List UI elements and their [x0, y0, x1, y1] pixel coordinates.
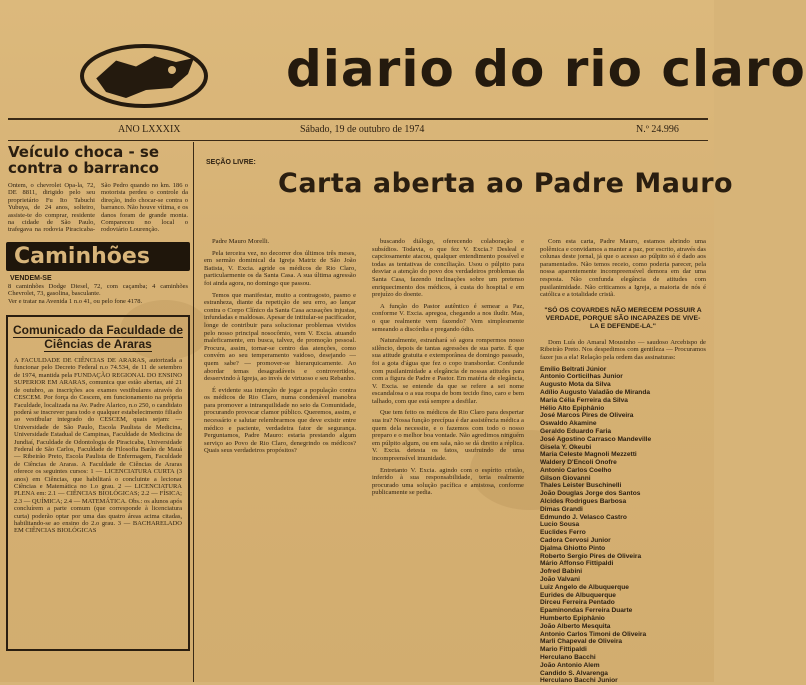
- article-headline: Carta aberta ao Padre Mauro: [278, 168, 734, 199]
- signature-name: Gilson Giovanni: [540, 474, 591, 482]
- column-divider: [193, 142, 194, 682]
- signature-name: Gisela Y. Okeubi: [540, 443, 592, 451]
- signature-name: Augusto Mota da Silva: [540, 381, 611, 389]
- article-column-3: [540, 238, 706, 685]
- signature-name: Jofred Babini: [540, 568, 583, 576]
- signature-name: Maria Célia Ferreira da Silva: [540, 396, 628, 404]
- signature-name: Mário Affonso Fittipaldi: [540, 560, 614, 568]
- signature-name: Waldery D'Encoli Onofre: [540, 459, 617, 467]
- notice-box: [6, 315, 190, 651]
- signature-name: Hélio Alto Epiphânio: [540, 404, 605, 412]
- signature-name: Herculano Bacchi: [540, 654, 596, 662]
- paragraph: Com esta carta, Padre Mauro, estamos abrindo uma polêmica e convidamos a manter a paz, por escrito, através das colunas deste jornal, já que o acesso ao púlpito só é dado aos paramentados. Não temos receio, como poderia parecer, pela nossa aparentemente incompreensível demora em dar uma resposta. Não confunda elegância de atitudes com pusilanimidade. Não criticamos a Igreja, a maioria de nós é católica e a totalidade cristã.: [540, 238, 706, 299]
- signature-name: José Agostino Carrasco Mandeville: [540, 435, 652, 443]
- masthead-rule-top: [8, 118, 708, 120]
- issue-date: Sábado, 19 de outubro de 1974: [300, 124, 425, 135]
- signature-name: Candido S. Alvarenga: [540, 669, 608, 677]
- paragraph: buscando diálogo, oferecendo colaboração e subsídios. Todavia, o que fez V. Excia.? Desleal e capciosamente atacou, qualquer entendimento possível e todas as tentativas de conciliação. Usou o púlpito para desviar a atenção do povo dos verdadeiros problemas da Santa Casa, fazendo inclinações sobre um pretenso enriquecimento dos médicos, à custa do hospital e em prejuízo do doente.: [372, 238, 524, 299]
- signature-list: [540, 366, 706, 685]
- paragraph: Padre Mauro Morelli.: [212, 238, 270, 245]
- story1-body: Ontem, o chevrolet Opa-la, 72, DE 8811, dirigido pelo seu proprietário Fu Ito Tabuchi Yubuya, de 24 anos, solteiro, assiste-te do comprar, residente na cidade de São Paulo, trafegava na rodovia Piracicaba-São Pedro quando no km. 186 o motorista perdeu o controle da direção, indo chocar-se contra o barranco. Não houve vítima, e os danos foram de grande monta. Compareceu no local o rodoviário Lourenção.: [8, 182, 188, 234]
- classified-title: Caminhões: [6, 242, 190, 271]
- signature-name: Maria Celeste Magnoli Mezzetti: [540, 451, 637, 459]
- signature-name: Lucio Sousa: [540, 521, 580, 529]
- classified-label: VENDEM-SE: [10, 274, 52, 282]
- paragraph: Entretanto V. Excia. agindo com o espírito cristão, inferido à sua responsabilidade, teria realmente procurado uma solução pacífica e amistosa, conforme publicamente se pedia.: [372, 466, 524, 497]
- map-logo-icon: [76, 38, 226, 116]
- edition-year: ANO LXXXIX: [118, 124, 181, 135]
- signature-name: Euclides Ferro: [540, 529, 586, 537]
- signature-name: Oswaldo Akamine: [540, 420, 597, 428]
- signature-name: Geraldo Eduardo Faria: [540, 427, 612, 435]
- left-column: [6, 142, 190, 651]
- paragraph: Temos que manifestar, muito a contragosto, pasmo e estranheza, diante da repetição de seu erro, ao lançar contra o Corpo Clínico da Santa Casa acusações injustas, infundadas e maldosas. Apesar de intitular-se pacificador, longe de contribuir para solucionar problemas vividos pelo nosso principal nosocômio, vem V. Excia. atuando maleficamente, em busca, talvez, de promoção pessoal. Procura, assim, tornar-se centro das atenções, como convém ao seu temperamento vaidoso, desejando — quem sabe? — promover-se hierarquicamente. Ao abordar temas desagradáveis e controvertidos, desservindo à Igreja, ao invés de virtuoso e seu Rebanho.: [204, 291, 356, 383]
- signature-name: Alcides Rodrigues Barbosa: [540, 498, 627, 506]
- story1-headline: Veículo choca - se contra o barranco: [8, 143, 160, 177]
- article-column-2: [372, 238, 524, 682]
- notice-body: A FACULDADE DE CIÊNCIAS DE ARARAS, autorizada a funcionar pelo Decreto Federal n.o 74.534, de 11 de setembro de 1974, mantida pela FUNDAÇÃO REGIONAL DO ENSINO SUPERIOR EM ARARAS, comunica que estão abertas, até 21 de outubro, as inscrições aos exames vestibulares através do CESCEM. Por força do Cescem, em funcionamento na própria Faculdade, localizada na Av. Padre Alarico, n.o 250, o candidato poderá se inscrever para todo e qualquer estabelecimento filiado ao vestibular integrado do CESCEM, quais sejam: — Universidade de São Paulo, Escola Paulista de Medicina, Universidade Estadual de Campinas, Faculdade de Medicina de Jundiaí, Faculdade de Odontologia de Piracicaba, Universidade Federal de São Carlos, Faculdade de Filosofia Barão de Mauá — Ribeirão Preto, Escola Paulista de Enfermagem, Faculdade de Ciências de Araras. A Faculdade de Ciências de Araras oferece os seguintes cursos: 1 — LICENCIATURA CURTA (3 anos) em Ciências, que habilitará o concluinte a lecionar Ciências e Matemática no 1.o grau. 2 — LICENCIATURA PLENA em: 2.1 — CIÊNCIAS BIOLÓGICAS; 2.2 — FÍSICA; 2.3 — QUÍMICA; 2.4 — MATEMÁTICA. Obs.: os alunos após concluírem a parte comum (que corresponde à licenciatura curta) poderão optar por uma das quatro áreas acima citadas, habilitando-se ao ensino do 2.o grau. 3 — BACHARELADO EM CIÊNCIAS BIOLÓGICAS: [14, 357, 182, 535]
- section-label: SEÇÃO LIVRE:: [206, 159, 256, 166]
- paragraph: Pela terceira vez, no decorrer dos últimos três meses, em sermão dominical da Igreja Matriz de São João Batista, V. Excia. agride os médicos de Rio Claro, particularmente os da Santa Casa. A sua última agressão foi ainda agora, no domingo que passou.: [204, 249, 356, 287]
- article-column-1: [204, 238, 356, 682]
- signature-name: João Antonio Alem: [540, 661, 600, 669]
- paragraph: Naturalmente, estranhará só agora rompermos nosso silêncio, depois de tantas agressões de sua parte. É que sua atitude gratuita e extemporânea de domingo passado, foi a gota d'água que fez o copo transbordar. Confunde com pusilanimidade a elegância de nossas atitudes para com a figura de Padre e Pastor. Em matéria de elegância, V. Excia. se entende da que se refere a sei nome escandalosa o a sua roupa de bom tecido fino, caro e bem talhado, com que está sempre a desfilar.: [372, 337, 524, 405]
- signature-name: Cadora Cervosi Junior: [540, 537, 611, 545]
- paragraph: A função do Pastor autêntico é semear a Paz, conforme V. Excia. apregoa, chegando a nos iludir. Mas, o que realmente vem fazendo? Vem simplesmente semeando a discórdia e pregando ódio.: [372, 302, 524, 333]
- masthead-title: diario do rio claro: [286, 40, 806, 98]
- masthead: [70, 34, 806, 106]
- signature-name: José Marcos Pires de Oliveira: [540, 412, 634, 420]
- pull-quote: "SÓ OS COVARDES NÃO MERECEM POSSUIR A VERDADE, PORQUE SÃO INCAPAZES DE VIVE-LA E DEFENDE-LA.": [544, 306, 702, 330]
- signature-name: Mario Fittipaldi: [540, 646, 587, 654]
- signature-name: Humberto Epiphânio: [540, 615, 605, 623]
- signature-name: Eurides de Albuquerque: [540, 591, 616, 599]
- signature-name: Epaminondas Ferreira Duarte: [540, 607, 633, 615]
- signature-name: Herculano Bacchi Junior: [540, 677, 618, 685]
- classified-body-1: 8 caminhões Dodge Diesel, 72, com caçamba; 4 caminhões Chevrolet, 73, gasolina, basculante.: [8, 282, 188, 298]
- signature-name: João Valvani: [540, 576, 580, 584]
- signature-name: João Douglas Jorge dos Santos: [540, 490, 641, 498]
- paragraph: Que tem feito os médicos de Rio Claro para despertar sua ira? Nossa função precípua é dar assistência médica a quem dela necessite, e o fazemos com todo o nosso preparo e o melhor boa vontade. Não agredimos ninguém em púlpito algum, ou em sala, não se dá direito a réplica. V. Excia. detesta os fatos, usufruindo de uma incompreensível imunidade.: [372, 409, 524, 463]
- signature-name: Antonio Carlos Coelho: [540, 466, 612, 474]
- signature-name: Edmundo J. Velasco Castro: [540, 513, 627, 521]
- signature-name: Marli Chapeval de Oliveira: [540, 638, 623, 646]
- signature-name: Djalma Ghiotto Pinto: [540, 544, 606, 552]
- signature-name: Luiz Angelo de Albuquerque: [540, 583, 629, 591]
- signature-name: Dirceu Ferreira Pentado: [540, 599, 615, 607]
- signature-name: Antonio Carlos Timoni de Oliveira: [540, 630, 647, 638]
- masthead-rule-bottom: [8, 140, 708, 141]
- paragraph: Dom Luís do Amaral Mousinho — saudoso Arcebispo de Ribeirão Preto. Nos despedimos com gentileza — Procuramos fazer jus a ela! Relação pela ordem das assinaturas:: [540, 338, 706, 361]
- signature-name: Thales Leister Buschinelli: [540, 482, 622, 490]
- signature-name: Dimas Grandi: [540, 505, 583, 513]
- paragraph: É evidente sua intenção de jogar a população contra os médicos de Rio Claro, numa condenável manobra para promover a intranquilidade no seio da Comunidade, procurando provocar clamor público. Queremos, assim, e necessário e salutar relembrarmos que deve existir entre médico e paciente, verdadeira fator de segurança. Perguntamos, Padre Mauro: estaria prestando algum serviço ao Povo de Rio Claro, denegrindo os médicos? Quais seus verdadeiros propósitos?: [204, 386, 356, 455]
- signature-name: Roberto Sergio Pires de Oliveira: [540, 552, 642, 560]
- issue-number: N.º 24.996: [636, 124, 679, 135]
- signature-name: Antonio Corticilhas Junior: [540, 373, 623, 381]
- signature-name: Emílio Beltrati Júnior: [540, 365, 607, 373]
- notice-title: Comunicado da Faculdade de Ciências de Araras: [12, 323, 184, 352]
- signature-name: João Alberto Mesquita: [540, 622, 611, 630]
- signature-name: Adílio Augusto Valadão de Miranda: [540, 388, 651, 396]
- classified-body-2: Ver e tratar na Avenida 1 n.o 41, ou pelo fone 4178.: [8, 297, 143, 305]
